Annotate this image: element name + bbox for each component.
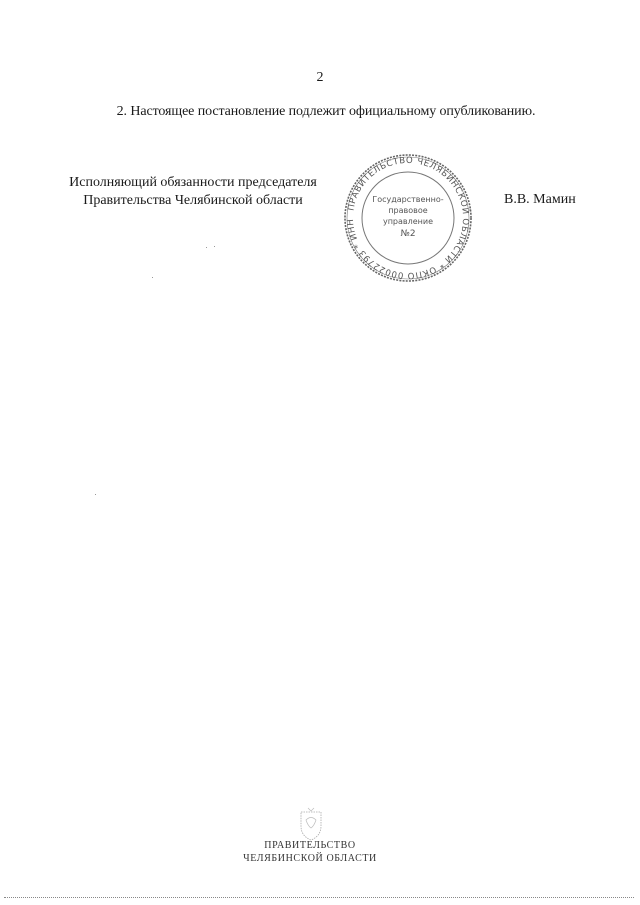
seal-inner-line2: правовое [388,206,428,215]
seal-inner-line1: Государственно- [372,195,444,204]
body-paragraph: 2. Настоящее постановление подлежит официальному опубликованию. [116,104,536,119]
page-number: 2 [316,70,324,85]
seal-inner-line3: управление [382,217,434,226]
scan-speck [214,246,215,247]
scan-speck [206,247,207,248]
scan-speck [152,277,153,278]
seal-graphic [342,152,474,284]
footer-line1: ПРАВИТЕЛЬСТВО [264,840,356,851]
signatory-title [40,174,346,210]
signatory-title-line2: Правительства Челябинской области [83,193,303,208]
scan-speck [95,494,96,495]
bottom-divider [4,897,634,898]
seal-inner-line4: №2 [400,229,416,239]
signatory-name: В.В. Мамин [504,192,576,207]
footer-organization [0,839,620,865]
footer-line2: ЧЕЛЯБИНСКОЙ ОБЛАСТИ [243,853,377,864]
seal-outer-text: ПРАВИТЕЛЬСТВО ЧЕЛЯБИНСКОЙ ОБЛАСТИ * ОКПО 00022793 * ИНН [345,155,471,281]
signatory-title-line1: Исполняющий обязанности председателя [69,175,317,190]
official-seal [342,152,474,284]
coat-of-arms-icon [296,806,326,842]
